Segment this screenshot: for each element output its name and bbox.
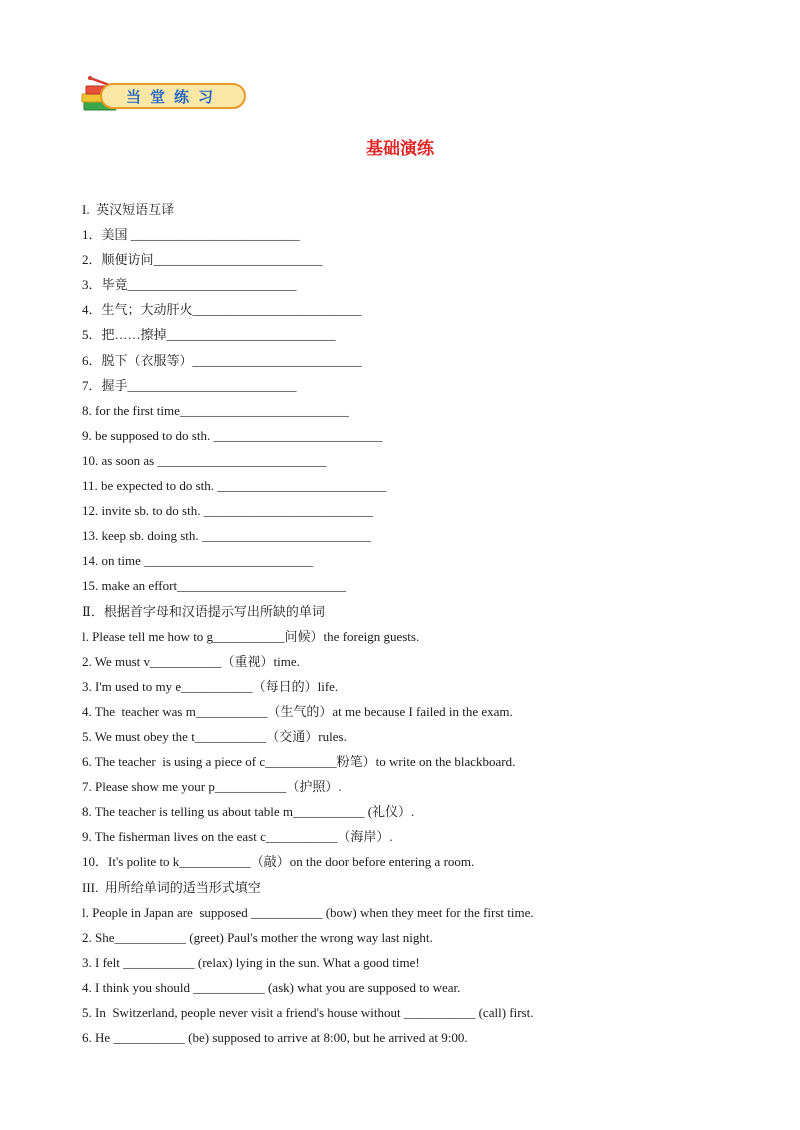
line-item: 7．握手__________________________: [82, 377, 297, 393]
line-item: 15. make an effort__________________________: [82, 578, 347, 594]
line-item: 3. I'm used to my e___________（每日的）life.: [82, 678, 339, 694]
line-item: 12. invite sb. to do sth. __________________________: [82, 503, 373, 519]
line-item: l. People in Japan are supposed ___________ (bow) when they meet for the first time.: [82, 904, 534, 920]
line-item: 6. The teacher is using a piece of c___________粉笔）to write on the blackboard.: [82, 754, 516, 770]
line-item: 4. The teacher was m___________（生气的）at me because I failed in the exam.: [82, 703, 513, 719]
line-item: 9. be supposed to do sth. __________________________: [82, 427, 383, 443]
line-item: 14. on time __________________________: [82, 553, 314, 569]
exercise-content: [82, 197, 782, 1050]
line-item: 8. The teacher is telling us about table m___________ (礼仪）.: [82, 804, 415, 820]
page-title: 基础演练: [366, 139, 434, 159]
line-item: 4. I think you should ___________ (ask) what you are supposed to wear.: [82, 979, 461, 995]
line-item: 4．生气；大动肝火__________________________: [82, 302, 362, 318]
line-section-2-heading: Ⅱ．根据首字母和汉语提示写出所缺的单词: [82, 603, 325, 619]
badge-label: 当堂练习: [126, 87, 223, 106]
line-item: 3. I felt ___________ (relax) lying in the sun. What a good time!: [82, 954, 420, 970]
line-item: 6. He ___________ (be) supposed to arrive at 8:00, but he arrived at 9:00.: [82, 1030, 468, 1046]
line-item: 5. We must obey the t___________（交通）rules.: [82, 728, 347, 744]
line-item: 7. Please show me your p___________（护照）.: [82, 779, 342, 795]
line-item: 6．脱下（衣服等）__________________________: [82, 352, 362, 368]
line-item: 9. The fisherman lives on the east c___________（海岸）.: [82, 829, 393, 845]
line-item: 5. In Switzerland, people never visit a friend's house without ___________ (call) first.: [82, 1005, 534, 1020]
line-section-1-heading: I. 英汉短语互译: [82, 202, 175, 217]
line-item: 2. She___________ (greet) Paul's mother the wrong way last night.: [82, 929, 433, 945]
line-item: 11. be expected to do sth. __________________________: [82, 478, 387, 494]
line-item: l. Please tell me how to g___________问候）the foreign guests.: [82, 628, 420, 644]
badge-label-box: [100, 83, 246, 109]
line-item: 1．美国 __________________________: [82, 227, 300, 243]
section-badge: [78, 74, 248, 116]
line-item: 10. as soon as __________________________: [82, 452, 327, 468]
line-item: 2．顺便访问__________________________: [82, 252, 323, 268]
line-item: 2. We must v___________（重视）time.: [82, 653, 300, 669]
line-item: 13. keep sb. doing sth. __________________________: [82, 528, 371, 544]
line-section-3-heading: III. 用所给单词的适当形式填空: [82, 879, 261, 895]
line-item: 8. for the first time__________________________: [82, 402, 349, 418]
line-item: 5．把……擦掉__________________________: [82, 327, 336, 343]
line-item: 10．It's polite to k___________（敲）on the door before entering a room.: [82, 854, 475, 870]
line-item: 3．毕竟__________________________: [82, 277, 297, 293]
